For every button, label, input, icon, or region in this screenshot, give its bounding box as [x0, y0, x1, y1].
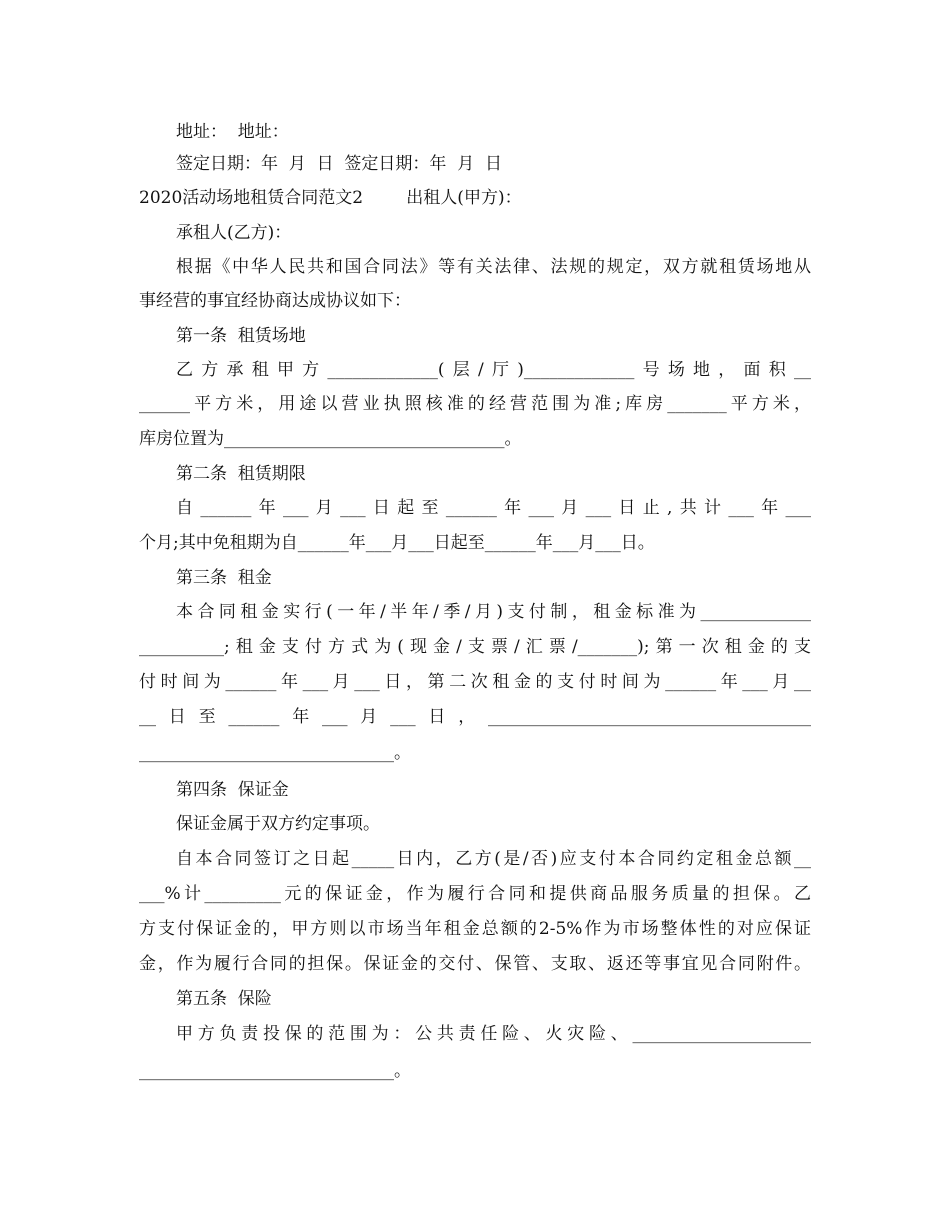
article-1-line-1: 乙方承租甲方_____________(层/厅)_____________号场地，面积__ [176, 360, 811, 380]
article-3-line-1: 本合同租金实行(一年/半年/季/月)支付制，租金标准为_____________ [176, 602, 811, 622]
article-4-heading: 第四条 保证金 [176, 780, 289, 800]
article-1-line-2: ______平方米，用途以营业执照核准的经营范围为准;库房_______平方米， [139, 394, 811, 414]
preamble-line-2: 事经营的事宜经协商达成协议如下： [139, 291, 411, 311]
article-2-line-1: 自______年___月___日起至______年___月___日止,共计___年___ [176, 498, 811, 518]
address-line: 地址： 地址： [176, 122, 289, 142]
article-3-line-4: __日至______年___月___日，______________________________________ [139, 707, 811, 727]
article-1-heading: 第一条 租赁场地 [176, 326, 306, 346]
lessee-line: 承租人(乙方)： [176, 223, 292, 243]
article-5-line-1: 甲方负责投保的范围为：公共责任险、火灾险、_____________________ [176, 1024, 811, 1044]
article-3-line-3: 付时间为______年___月___日，第二次租金的支付时间为______年___月__ [139, 672, 811, 692]
preamble-line-1: 根据《中华人民共和国合同法》等有关法律、法规的规定，双方就租赁场地从 [176, 257, 811, 277]
article-5-heading: 第五条 保险 [176, 989, 272, 1009]
contract-title-line: 2020活动场地租赁合同范文2 出租人(甲方)： [139, 188, 522, 208]
article-2-line-2: 个月;其中免租期为自______年___月___日起至______年___月___日。 [139, 533, 655, 553]
article-5-line-2: ______________________________。 [139, 1061, 411, 1081]
article-4-line-5: 金，作为履行合同的担保。保证金的交付、保管、支取、返还等事宜见合同附件。 [139, 954, 811, 974]
article-3-line-2: __________;租金支付方式为(现金/支票/汇票/_______);第一次租金的支 [139, 637, 811, 657]
article-4-line-2: 自本合同签订之日起_____日内，乙方(是/否)应支付本合同约定租金总额__ [176, 849, 811, 869]
article-3-heading: 第三条 租金 [176, 568, 272, 588]
article-1-line-3: 库房位置为_________________________________。 [139, 429, 522, 449]
article-4-line-1: 保证金属于双方约定事项。 [176, 814, 380, 834]
article-3-line-5: ______________________________。 [139, 743, 411, 763]
signing-date-line: 签定日期：年 月 日 签定日期：年 月 日 [176, 154, 503, 174]
article-2-heading: 第二条 租赁期限 [176, 464, 306, 484]
article-4-line-3: ___%计_________元的保证金，作为履行合同和提供商品服务质量的担保。乙 [139, 884, 811, 904]
article-4-line-4: 方支付保证金的，甲方则以市场当年租金总额的2-5%作为市场整体性的对应保证 [139, 919, 811, 939]
